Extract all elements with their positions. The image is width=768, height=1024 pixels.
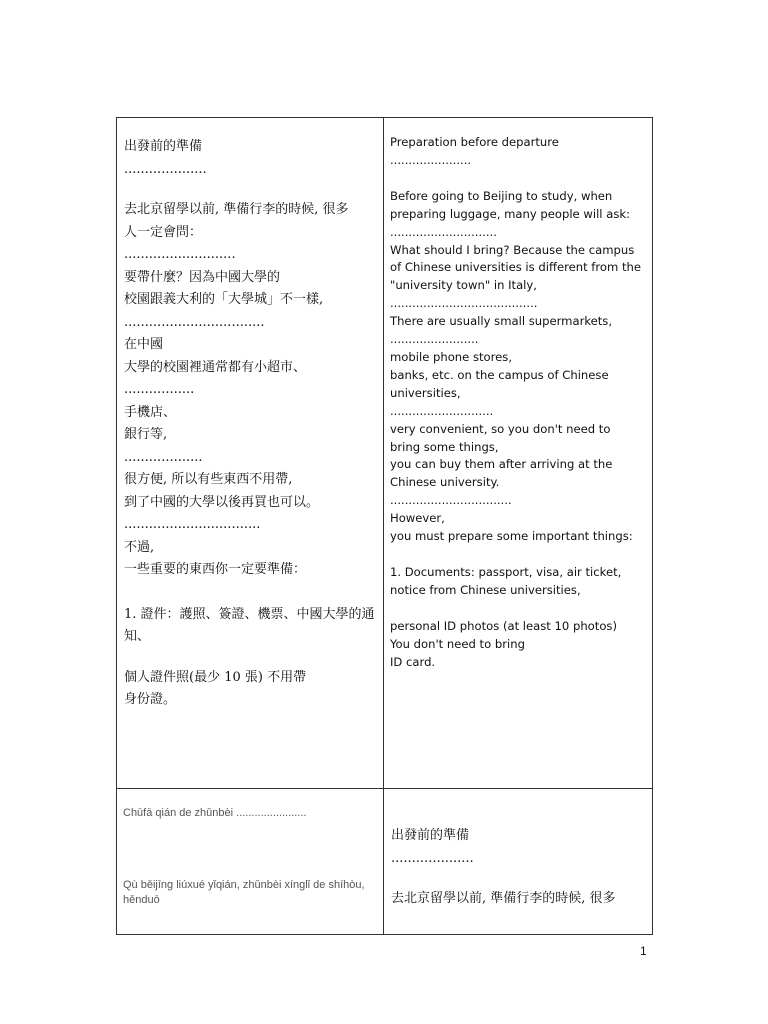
chinese-line: 很方便, 所以有些東西不用帶, [124, 472, 293, 487]
english-text-cell [384, 118, 653, 789]
chinese-line: 大學的校園裡通常都有小超市、 [124, 359, 307, 375]
english-line: What should I bring? Because the campus of Chinese universities is different from the "university town" in Italy, [390, 242, 641, 293]
chinese-line: ................. [124, 382, 195, 397]
chinese-line [124, 582, 375, 604]
chinese-line: ........................... [124, 247, 236, 262]
english-line: ........................ [390, 332, 479, 347]
english-text-block [384, 118, 652, 671]
english-line: personal ID photos (at least 10 photos) [390, 618, 617, 633]
chinese-line: 到了中國的大學以後再買也可以。 [124, 494, 320, 510]
english-line [390, 546, 644, 564]
chinese-line: 不過, [124, 539, 155, 555]
chinese-line: 去北京留學以前, 準備行李的時候, 很多 [391, 891, 616, 906]
english-line: you can buy them after arriving at the Chinese university. [390, 457, 613, 490]
chinese-line: 去北京留學以前, 準備行李的時候, 很多 [124, 202, 349, 217]
chinese-repeat-cell [384, 789, 653, 935]
english-line: ........................................ [390, 296, 538, 311]
chinese-line: 出發前的準備 [124, 139, 203, 154]
chinese-line: .................... [391, 850, 474, 866]
page-number: 1 [640, 944, 647, 958]
pinyin-spacer [123, 821, 377, 878]
english-line: There are usually small supermarkets, [390, 314, 613, 329]
chinese-line: 銀行等, [124, 427, 168, 442]
english-line: ................................. [390, 493, 512, 508]
chinese-text-cell [117, 118, 384, 789]
pinyin-block [117, 789, 383, 908]
english-line: mobile phone stores, [390, 349, 513, 364]
translation-table [116, 117, 653, 935]
chinese-line: ................................. [124, 517, 261, 532]
english-line: ID card. [390, 654, 436, 669]
chinese-repeat-block [384, 789, 652, 911]
english-line: ............................. [390, 224, 497, 239]
chinese-line: 手機店、 [124, 404, 177, 420]
chinese-line: 要帶什麼？因為中國大學的 [124, 269, 281, 285]
english-line: you must prepare some important things: [390, 529, 633, 544]
chinese-line: .................................. [124, 314, 265, 330]
chinese-line: 出發前的準備 [391, 828, 470, 843]
english-line [390, 600, 644, 618]
english-line: ............................ [390, 403, 494, 418]
chinese-line: 校園跟義大利的「大學城」不一樣, [124, 292, 324, 307]
pinyin-line: Chūfā qián de zhǔnbèi ....................... [123, 807, 307, 819]
chinese-line: ................... [124, 449, 203, 465]
chinese-spacer [391, 870, 644, 888]
chinese-line: 個人證件照(最少 10 張) 不用帶 [124, 669, 307, 685]
chinese-line: .................... [124, 161, 207, 177]
english-line: You don't need to bring [390, 636, 525, 651]
chinese-line: 人一定會問： [124, 224, 203, 240]
chinese-line [124, 181, 375, 199]
english-line: very convenient, so you don't need to bring some things, [390, 421, 611, 454]
english-line: However, [390, 511, 445, 526]
english-line: banks, etc. on the campus of Chinese universities, [390, 367, 609, 400]
chinese-line: 身份證。 [124, 692, 177, 707]
chinese-text-block [117, 118, 383, 712]
english-line: 1. Documents: passport, visa, air ticket, notice from Chinese universities, [390, 564, 622, 597]
english-line: ...................... [390, 152, 472, 167]
english-line: Before going to Beijing to study, when preparing luggage, many people will ask: [390, 188, 630, 221]
english-line: Preparation before departure [390, 135, 559, 149]
chinese-line: 一些重要的東西你一定要準備： [124, 562, 307, 577]
pinyin-line: Qù běijīng liúxué yǐqián, zhǔnbèi xínglǐ de shíhòu, hěnduō [123, 879, 365, 906]
pinyin-cell [117, 789, 384, 935]
chinese-line [124, 649, 375, 667]
english-line [390, 170, 644, 188]
chinese-line: 在中國 [124, 337, 164, 352]
chinese-line: 1. 證件：護照、簽證、機票、中國大學的通知、 [124, 606, 375, 644]
